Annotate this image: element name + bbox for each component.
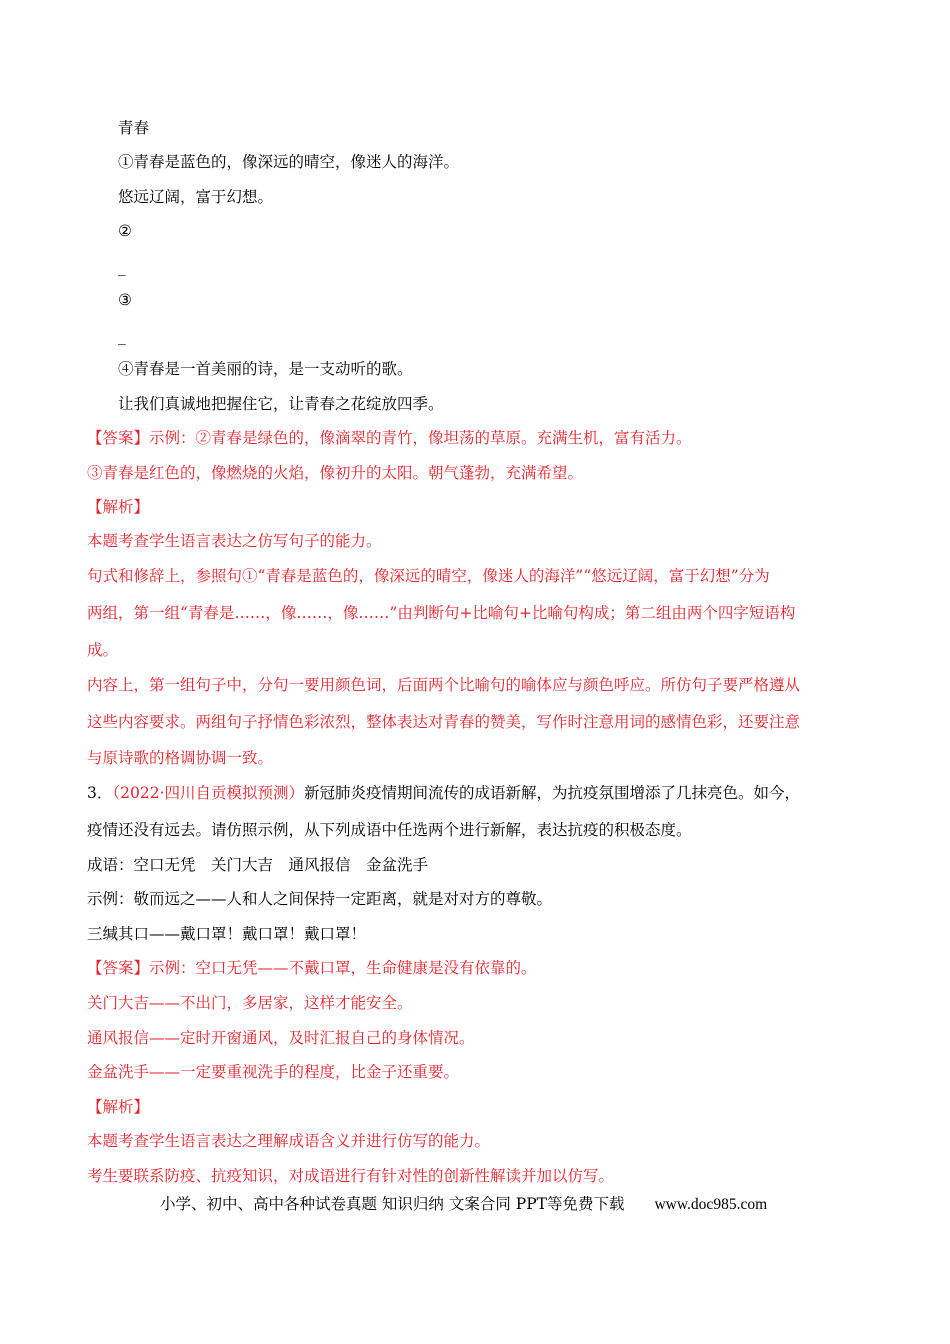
- q3-example-1: 示例：敬而远之——人和人之间保持一定距离，就是对对方的尊敬。: [87, 890, 553, 908]
- q2-analysis-line-3c: 与原诗歌的格调协调一致。: [87, 749, 274, 767]
- q3-stem-text-1: 新冠肺炎疫情期间流传的成语新解，为抗疫氛围增添了几抹亮色。如今，: [304, 784, 801, 802]
- q3-analysis-line-1: 本题考查学生语言表达之理解成语含义并进行仿写的能力。: [87, 1132, 491, 1150]
- poem-line-5: ④青春是一首美丽的诗，是一支动听的歌。: [118, 360, 413, 378]
- footer-site-link[interactable]: www.doc985.com: [654, 1196, 768, 1213]
- q2-answer-line-1: [87, 428, 692, 448]
- q3-number: 3．: [87, 784, 113, 802]
- poem-blank-2: _: [118, 327, 126, 345]
- poem-line-2: 悠远辽阔，富于幻想。: [118, 188, 274, 206]
- poem-line-3: ②: [118, 222, 132, 240]
- q2-analysis-tag: 【解析】: [87, 498, 150, 516]
- q3-stem-line-2: 疫情还没有远去。请仿照示例，从下列成语中任选两个进行新解，表达抗疫的积极态度。: [87, 821, 692, 839]
- q2-answer-line-2: ③青春是红色的，像燃烧的火焰，像初升的太阳。朝气蓬勃，充满希望。: [87, 464, 584, 482]
- q3-answer-line-1: [87, 958, 537, 978]
- q3-analysis-line-2: 考生要联系防疫、抗疫知识，对成语进行有针对性的创新性解读并加以仿写。: [87, 1167, 615, 1185]
- poem-line-4: ③: [118, 291, 132, 309]
- q2-answer-tag: 【答案】: [87, 429, 150, 447]
- q2-analysis-line-2c: 成。: [87, 641, 119, 659]
- q2-analysis-line-3b: 这些内容要求。两组句子抒情色彩浓烈，整体表达对青春的赞美，写作时注意用词的感情色彩，还要注意: [87, 713, 801, 731]
- q3-answer-line-4: 金盆洗手——一定要重视洗手的程度，比金子还重要。: [87, 1063, 460, 1081]
- poem-line-6: 让我们真诚地把握住它，让青春之花绽放四季。: [118, 395, 444, 413]
- q3-analysis-tag: 【解析】: [87, 1098, 150, 1116]
- q3-stem-line-1: [87, 783, 800, 803]
- q3-answer-text-1: 示例：空口无凭——不戴口罩，生命健康是没有依靠的。: [149, 959, 537, 977]
- q3-answer-line-3: 通风报信——定时开窗通风，及时汇报自己的身体情况。: [87, 1029, 475, 1047]
- q3-answer-line-2: 关门大吉——不出门，多居家，这样才能安全。: [87, 994, 413, 1012]
- q2-answer-text-1: 示例：②青春是绿色的，像滴翠的青竹，像坦荡的草原。充满生机，富有活力。: [149, 429, 692, 447]
- page-footer: [160, 1192, 767, 1214]
- q3-answer-tag: 【答案】: [87, 959, 150, 977]
- q2-analysis-line-3a: 内容上，第一组句子中，分句一要用颜色词，后面两个比喻句的喻体应与颜色呼应。所仿句子要严格遵从: [87, 676, 801, 694]
- q3-example-2: 三缄其口——戴口罩！戴口罩！戴口罩！: [87, 925, 367, 943]
- footer-text: 小学、初中、高中各种试卷真题 知识归纳 文案合同 PPT等免费下载: [160, 1195, 625, 1213]
- poem-title: 青春: [118, 119, 150, 137]
- q2-analysis-line-2a: 句式和修辞上，参照句①“青春是蓝色的，像深远的晴空，像迷人的海洋”“悠远辽阔，富于幻想”分为: [87, 567, 770, 585]
- poem-line-1: ①青春是蓝色的，像深远的晴空，像迷人的海洋。: [118, 153, 460, 171]
- q2-analysis-line-2b: 两组，第一组“青春是……，像……，像……”由判断句+比喻句+比喻句构成；第二组由两个四字短语构: [87, 604, 796, 622]
- q3-source: （2022·四川自贡模拟预测）: [112, 784, 304, 802]
- q3-idioms: 成语：空口无凭 关门大吉 通风报信 金盆洗手: [87, 856, 429, 874]
- poem-blank-1: _: [118, 258, 126, 276]
- q2-analysis-line-1: 本题考查学生语言表达之仿写句子的能力。: [87, 532, 382, 550]
